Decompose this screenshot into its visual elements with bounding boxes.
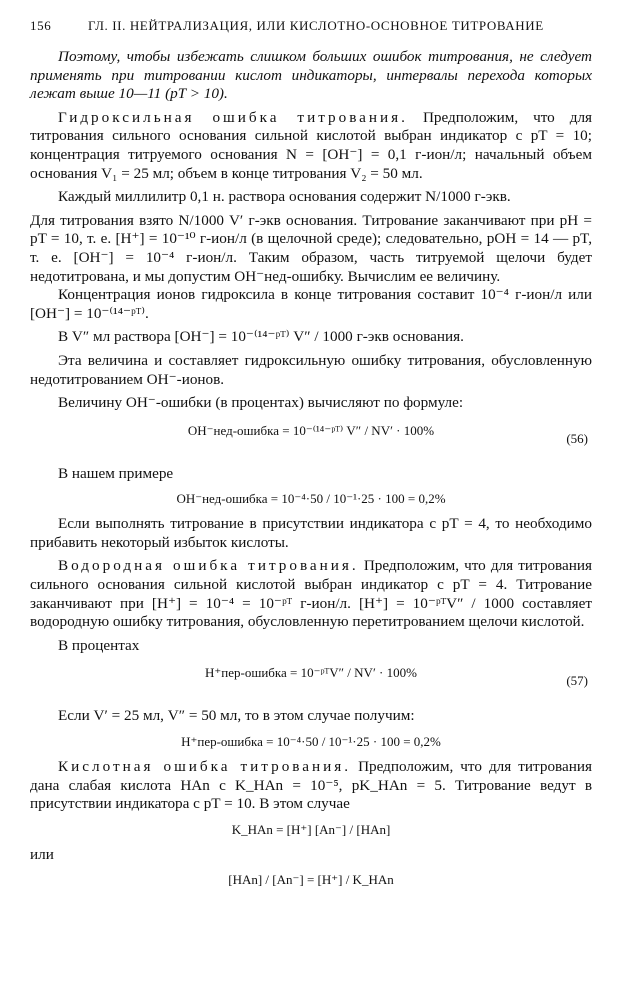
equation-56 [30, 419, 592, 459]
paragraph: Поэтому, чтобы избежать слишком больших ошибок титрования, не следует применять при титровании кислот индикаторы, интервалы перехода которых лежат выше 10—11 (pT > 10). [30, 48, 592, 103]
equation-body: H⁺пер-ошибка = 10⁻ᵖᵀV″ / NV′ · 100% [205, 665, 417, 681]
paragraph-text: Предположим, что для титрования дана слабая кислота HAn с K_HAn = 10⁻⁵, pK_HAn = 5. Титрование ведут в присутствии индикатора с pT = 10. В этом случае [30, 758, 592, 813]
paragraph: В нашем примере [58, 464, 174, 482]
paragraph: Для титрования взято N/1000 V′ г-экв основания. Титрование заканчивают при pH = pT = 10, т. е. [H⁺] = 10⁻¹⁰ г-ион/л (в щелочной среде); следовательно, pOH = 14 — pT, т. е. [OH⁻] = 10⁻⁴ г-ион/л. Таким образом, часть титруемой щелочи будет недотитрована, и мы допустим OH⁻нед-ошибку. Вычислим ее величину. [30, 211, 592, 285]
paragraph: Концентрация ионов гидроксила в конце титрования составит 10⁻⁴ г-ион/л или [OH⁻] = 10⁻⁽¹⁴⁻ᵖᵀ⁾. [30, 286, 592, 322]
paragraph [30, 557, 592, 631]
equation-number: (57) [566, 673, 588, 689]
paragraph: или [30, 845, 54, 863]
equilibrium-constant-equation: K_HAn = [H⁺] [An⁻] / [HAn] [231, 821, 391, 837]
paragraph-text: Предположим, что для титрования сильного основания сильной кислотой выбран индикатор с pT = 10; концентрация титруемого основания N = [OH⁻] = 0,1 г-ион/л; начальный объем основания V₁ = 25 мл; объем в конце титрования V₂ = 50 мл. [30, 108, 593, 182]
chapter-title: ГЛ. II. НЕЙТРАЛИЗАЦИЯ, ИЛИ КИСЛОТНО-ОСНОВНОЕ ТИТРОВАНИЕ [88, 18, 544, 33]
paragraph: В процентах [58, 636, 140, 654]
paragraph [30, 758, 592, 814]
paragraph: Каждый миллилитр 0,1 н. раствора основания содержит N/1000 г-экв. [58, 188, 511, 206]
section-title: Водородная ошибка титрования. [58, 557, 359, 575]
page [30, 18, 592, 896]
equation-body: OH⁻нед-ошибка = 10⁻⁽¹⁴⁻ᵖᵀ⁾ V″ / NV′ · 100% [187, 422, 435, 438]
example-equation: H⁺пер-ошибка = 10⁻⁴·50 / 10⁻¹·25 · 100 = 0,2% [181, 734, 441, 750]
ratio-equation: [HAn] / [An⁻] = [H⁺] / K_HAn [228, 872, 394, 888]
equation-number: (56) [566, 430, 588, 446]
paragraph: В V″ мл раствора [OH⁻] = 10⁻⁽¹⁴⁻ᵖᵀ⁾ V″ / 1000 г-экв основания. [58, 328, 464, 346]
paragraph: Если выполнять титрование в присутствии индикатора с pT = 4, то необходимо прибавить некоторый избыток кислоты. [30, 515, 592, 551]
running-header [30, 18, 592, 34]
paragraph: Эта величина и составляет гидроксильную ошибку титрования, обусловленную недотитрованием OH⁻-ионов. [30, 351, 592, 388]
paragraph [30, 109, 592, 183]
paragraph: Если V′ = 25 мл, V″ = 50 мл, то в этом случае получим: [58, 707, 415, 725]
section-title: Кислотная ошибка титрования. [58, 758, 352, 776]
section-title: Гидроксильная ошибка титрования. [58, 108, 408, 126]
paragraph: Величину OH⁻-ошибки (в процентах) вычисляют по формуле: [58, 394, 464, 412]
equation-57 [30, 661, 592, 701]
paragraph-text: Предположим, что для титрования сильного основания сильной кислотой выбран индикатор с pT = 4. Титрование заканчивают при [H⁺] = 10⁻⁴ = 10⁻ᵖᵀ г-ион/л. [H⁺] = 10⁻ᵖᵀV″ / 1000 составляет водородную ошибку титрования, обусловленную перетитрованием щелочи кислотой. [30, 557, 593, 631]
example-equation: OH⁻нед-ошибка = 10⁻⁴·50 / 10⁻¹·25 · 100 = 0,2% [176, 491, 446, 507]
page-number: 156 [30, 18, 52, 33]
